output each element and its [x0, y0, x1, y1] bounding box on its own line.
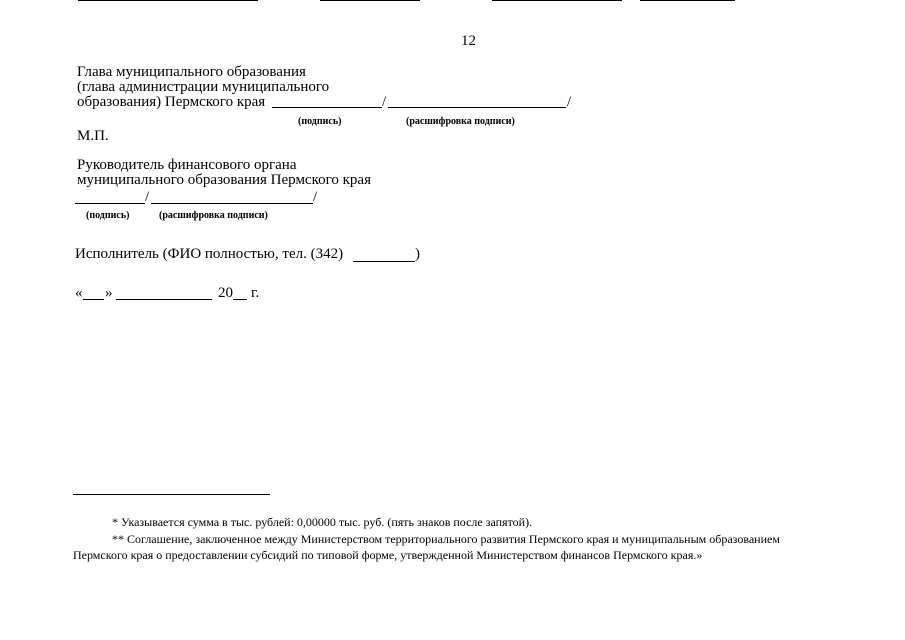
executor-label: Исполнитель (ФИО полностью, тел. (342)	[75, 246, 344, 262]
date-year-field[interactable]	[233, 299, 247, 300]
finance-slash-end: /	[313, 189, 318, 205]
date-year-suffix: г.	[251, 285, 260, 301]
date-open-quote: «	[75, 285, 83, 301]
head-caption-decode: (расшифровка подписи)	[406, 116, 515, 127]
footnote-separator	[73, 494, 270, 495]
head-slash-end: /	[567, 94, 572, 110]
head-slash-mid: /	[382, 94, 387, 110]
top-edge-rule	[492, 0, 622, 1]
finance-signature-field[interactable]	[75, 203, 145, 204]
head-title-line-1: Глава муниципального образования	[77, 64, 306, 80]
footnote-2-line-2: Пермского края о предоставлении субсидий по типовой форме, утвержденной Министерством финансов Пермского края.»	[73, 548, 703, 562]
footnote-1: * Указывается сумма в тыс. рублей: 0,00000 тыс. руб. (пять знаков после запятой).	[112, 515, 533, 529]
date-day-field[interactable]	[83, 299, 104, 300]
finance-decode-field[interactable]	[151, 203, 313, 204]
executor-close-paren: )	[415, 246, 420, 262]
stamp-place-label: М.П.	[77, 128, 109, 144]
finance-slash-mid: /	[145, 189, 150, 205]
top-edge-rule	[78, 0, 258, 1]
footnote-2-line-1: ** Соглашение, заключенное между Министерством территориального развития Пермского края и муниципальным образованием	[112, 532, 780, 546]
date-close-quote: »	[105, 285, 113, 301]
executor-phone-field[interactable]	[353, 261, 415, 262]
head-decode-field[interactable]	[388, 107, 566, 108]
head-caption-signature: (подпись)	[298, 116, 342, 127]
page-number: 12	[461, 33, 476, 49]
finance-title-line-2: муниципального образования Пермского края	[77, 172, 371, 188]
head-title-line-3: образования) Пермского края	[77, 94, 266, 110]
top-edge-rule	[640, 0, 735, 1]
date-month-field[interactable]	[116, 299, 212, 300]
finance-title-line-1: Руководитель финансового органа	[77, 157, 297, 173]
finance-caption-decode: (расшифровка подписи)	[159, 210, 268, 221]
head-title-line-2: (глава администрации муниципального	[77, 79, 330, 95]
top-edge-rule	[320, 0, 420, 1]
head-signature-field[interactable]	[272, 107, 382, 108]
finance-caption-signature: (подпись)	[86, 210, 130, 221]
date-year-prefix: 20	[218, 285, 233, 301]
